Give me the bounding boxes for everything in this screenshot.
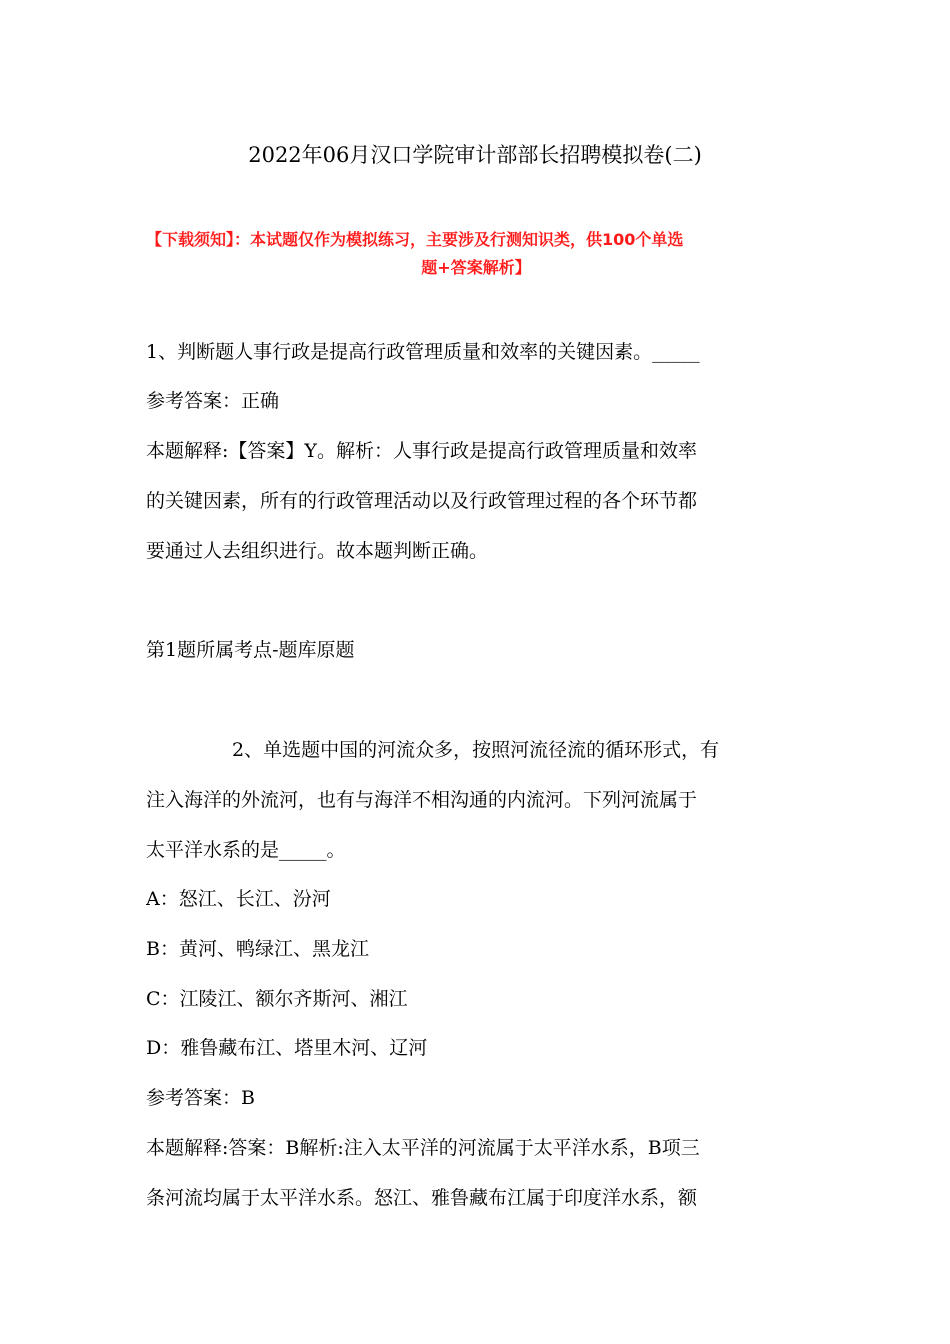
q1-answer: 参考答案：正确 <box>146 390 280 412</box>
q2-option-c: C：江陵江、额尔齐斯河、湘江 <box>146 988 408 1010</box>
notice-line-2: 题+答案解析】 <box>421 258 531 277</box>
q2-question-line-2: 注入海洋的外流河，也有与海洋不相沟通的内流河。下列河流属于 <box>146 789 698 811</box>
q1-explanation-line-2: 的关键因素，所有的行政管理活动以及行政管理过程的各个环节都 <box>146 490 698 512</box>
q2-option-b: B：黄河、鸭绿江、黑龙江 <box>146 938 369 960</box>
q1-topic: 第1题所属考点-题库原题 <box>146 639 355 661</box>
q2-question-line-1: 2、单选题中国的河流众多，按照河流径流的循环形式，有 <box>232 739 720 761</box>
q2-explanation-line-1: 本题解释:答案：B解析:注入太平洋的河流属于太平洋水系，B项三 <box>146 1137 700 1159</box>
notice-line-1: 【下载须知】：本试题仅作为模拟练习，主要涉及行测知识类，供100个单选 <box>146 230 684 249</box>
q1-explanation-line-3: 要通过人去组织进行。故本题判断正确。 <box>146 540 489 562</box>
q1-question: 1、判断题人事行政是提高行政管理质量和效率的关键因素。_____ <box>146 341 700 363</box>
q1-explanation-line-1: 本题解释:【答案】Y。解析：人事行政是提高行政管理质量和效率 <box>146 440 697 462</box>
q2-option-a: A：怒江、长江、汾河 <box>146 888 331 910</box>
q2-question-line-3: 太平洋水系的是_____。 <box>146 839 346 861</box>
document-title: 2022年06月汉口学院审计部部长招聘模拟卷(二) <box>248 143 702 167</box>
q2-answer: 参考答案：B <box>146 1087 255 1109</box>
download-notice <box>146 226 806 282</box>
q2-option-d: D：雅鲁藏布江、塔里木河、辽河 <box>146 1037 428 1059</box>
q2-explanation-line-2: 条河流均属于太平洋水系。怒江、雅鲁藏布江属于印度洋水系，额 <box>146 1187 698 1209</box>
